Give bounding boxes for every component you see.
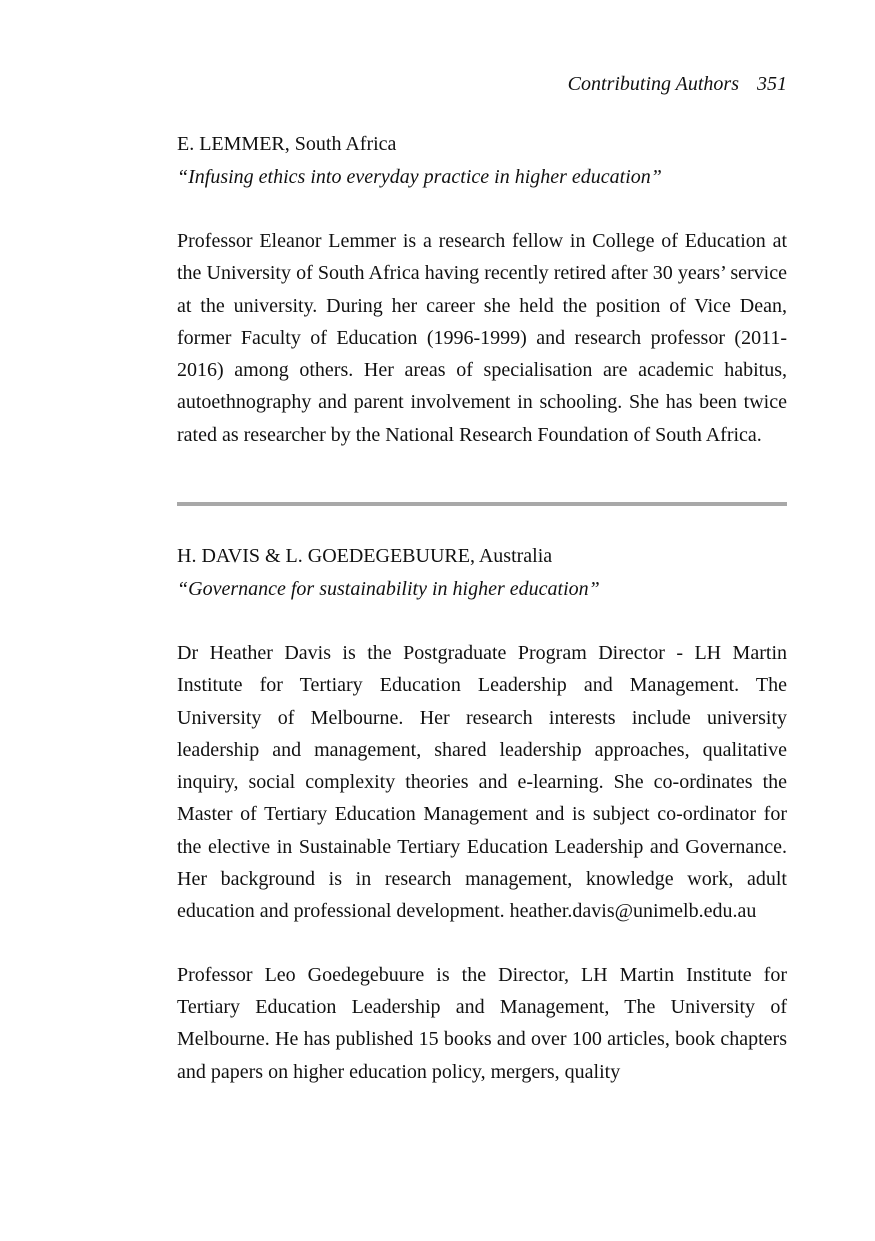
author-line: H. DAVIS & L. GOEDEGEBUURE, Australia	[177, 545, 553, 567]
author-bio-paragraph: Professor Leo Goedegebuure is the Director, LH Martin Institute for Tertiary Education Leadership and Management, The University of Melbourne. He has published 15 books and over 100 articles, book chapters and papers on higher education policy, mergers, quality	[177, 963, 787, 1083]
author-line: E. LEMMER, South Africa	[177, 133, 397, 155]
running-header	[568, 73, 787, 96]
running-title: Contributing Authors	[567, 73, 739, 95]
page-number: 351	[757, 73, 787, 95]
author-bio-paragraph: Professor Eleanor Lemmer is a research fellow in College of Education at the University of South Africa having recently retired after 30 years’ service at the university. During her career she held the position of Vice Dean, former Faculty of Education (1996-1999) and research professor (2011-2016) among others. Her areas of specialisation are academic habitus, autoethnography and parent involvement in schooling. She has been twice rated as researcher by the National Research Foundation of South Africa.	[177, 230, 787, 446]
author-entry-davis-goedegebuure	[177, 540, 787, 1088]
author-bio-paragraph: Dr Heather Davis is the Postgraduate Program Director - LH Martin Institute for Tertiary Education Leadership and Management. The University of Melbourne. Her research interests include university leadership and management, shared leadership approaches, qualitative inquiry, social complexity theories and e-learning. She co-ordinates the Master of Tertiary Education Management and is subject co-ordinator for the elective in Sustainable Tertiary Education Leadership and Governance. Her background is in research management, knowledge work, adult education and professional development. heather.davis@unimelb.edu.au	[177, 642, 787, 923]
chapter-title: “Governance for sustainability in higher education”	[177, 578, 600, 600]
author-entry-lemmer	[177, 128, 787, 451]
chapter-title: “Infusing ethics into everyday practice in higher education”	[177, 166, 662, 188]
section-divider	[177, 502, 787, 506]
